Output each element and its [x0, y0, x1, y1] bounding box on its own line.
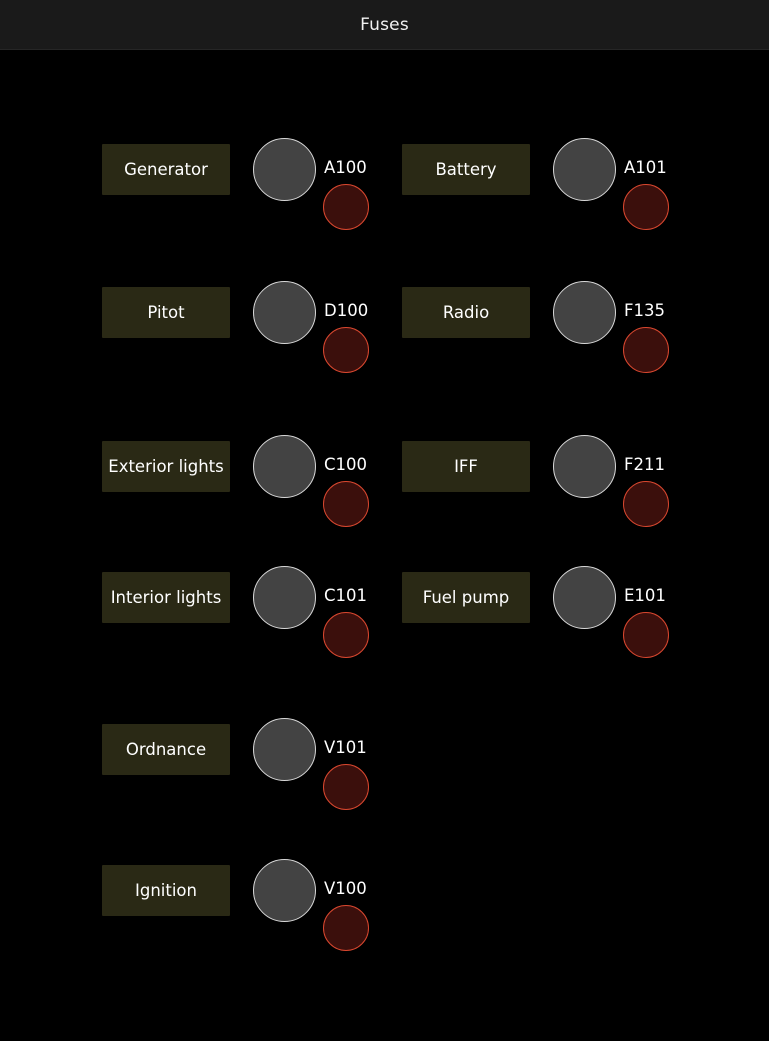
corner-mark [225, 190, 230, 195]
indicator-lamp-icon [323, 481, 369, 527]
corner-mark [102, 144, 107, 149]
corner-mark [525, 190, 530, 195]
indicator-lamp-icon [623, 184, 669, 230]
fuse-label-button[interactable] [102, 865, 230, 916]
corner-mark [102, 572, 107, 577]
fuse-label: Interior lights [110, 588, 222, 607]
corner-mark [402, 572, 407, 577]
corner-mark [102, 724, 107, 729]
fuse-generator [102, 138, 402, 230]
corner-mark [402, 618, 407, 623]
corner-mark [402, 487, 407, 492]
fuse-knob-icon[interactable] [553, 281, 616, 344]
corner-mark [225, 572, 230, 577]
corner-mark [225, 441, 230, 446]
fuse-row [0, 718, 769, 810]
fuse-label-button[interactable] [102, 144, 230, 195]
fuse-knob-icon[interactable] [253, 718, 316, 781]
fuse-knob-icon[interactable] [253, 566, 316, 629]
fuse-label-button[interactable] [402, 144, 530, 195]
fuse-knob-icon[interactable] [553, 138, 616, 201]
fuse-code: C100 [324, 455, 368, 474]
fuse-code: C101 [324, 586, 368, 605]
window-title: Fuses [360, 14, 409, 35]
fuse-knob-icon[interactable] [253, 435, 316, 498]
fuse-knob-icon[interactable] [253, 281, 316, 344]
fuse-row [0, 435, 769, 527]
indicator-lamp-icon [323, 764, 369, 810]
corner-mark [102, 865, 107, 870]
fuse-code: F135 [624, 301, 665, 320]
fuse-knob-icon[interactable] [553, 566, 616, 629]
fuse-knob-icon[interactable] [253, 859, 316, 922]
fuse-pitot [102, 281, 402, 373]
corner-mark [402, 144, 407, 149]
fuse-label: Fuel pump [422, 588, 510, 607]
indicator-lamp-icon [623, 481, 669, 527]
corner-mark [525, 618, 530, 623]
fuse-label: IFF [454, 457, 478, 476]
fuse-knob-icon[interactable] [553, 435, 616, 498]
fuse-label-button[interactable] [402, 441, 530, 492]
fuse-label: Ordnance [125, 740, 207, 759]
corner-mark [525, 333, 530, 338]
corner-mark [402, 441, 407, 446]
corner-mark [225, 724, 230, 729]
corner-mark [225, 333, 230, 338]
fuse-code: F211 [624, 455, 665, 474]
fuse-code: D100 [324, 301, 369, 320]
fuse-label: Pitot [147, 303, 185, 322]
fuse-exterior-lights [102, 435, 402, 527]
indicator-lamp-icon [623, 327, 669, 373]
fuse-row [0, 859, 769, 951]
corner-mark [102, 333, 107, 338]
corner-mark [402, 190, 407, 195]
fuse-row [0, 566, 769, 658]
fuse-radio [402, 281, 702, 373]
indicator-lamp-icon [323, 184, 369, 230]
corner-mark [525, 144, 530, 149]
fuse-label: Radio [442, 303, 490, 322]
fuse-label: Battery [435, 160, 497, 179]
fuse-battery [402, 138, 702, 230]
fuse-code: A100 [324, 158, 367, 177]
corner-mark [402, 287, 407, 292]
fuse-ignition [102, 859, 402, 951]
fuse-label-button[interactable] [102, 287, 230, 338]
fuse-code: A101 [624, 158, 667, 177]
fuse-row [0, 138, 769, 230]
corner-mark [102, 911, 107, 916]
fuse-interior-lights [102, 566, 402, 658]
fuse-knob-icon[interactable] [253, 138, 316, 201]
fuse-row [0, 281, 769, 373]
fuse-label-button[interactable] [102, 572, 230, 623]
corner-mark [102, 190, 107, 195]
fuse-code: E101 [624, 586, 666, 605]
fuse-label: Ignition [135, 881, 197, 900]
corner-mark [525, 287, 530, 292]
indicator-lamp-icon [323, 612, 369, 658]
corner-mark [102, 770, 107, 775]
fuse-code: V101 [324, 738, 367, 757]
corner-mark [402, 333, 407, 338]
fuse-label-button[interactable] [402, 572, 530, 623]
fuse-label-button[interactable] [402, 287, 530, 338]
fuse-fuel-pump [402, 566, 702, 658]
indicator-lamp-icon [323, 327, 369, 373]
fuse-label-button[interactable] [102, 441, 230, 492]
fuse-ordnance [102, 718, 402, 810]
corner-mark [225, 911, 230, 916]
corner-mark [525, 572, 530, 577]
corner-mark [102, 487, 107, 492]
indicator-lamp-icon [623, 612, 669, 658]
corner-mark [225, 487, 230, 492]
corner-mark [525, 441, 530, 446]
fuse-label: Generator [124, 160, 208, 179]
corner-mark [225, 865, 230, 870]
corner-mark [225, 144, 230, 149]
indicator-lamp-icon [323, 905, 369, 951]
title-bar [0, 0, 769, 50]
corner-mark [102, 441, 107, 446]
corner-mark [225, 618, 230, 623]
corner-mark [225, 287, 230, 292]
fuse-label: Exterior lights [108, 457, 224, 476]
corner-mark [225, 770, 230, 775]
corner-mark [102, 287, 107, 292]
fuse-label-button[interactable] [102, 724, 230, 775]
corner-mark [525, 487, 530, 492]
fuse-code: V100 [324, 879, 367, 898]
corner-mark [102, 618, 107, 623]
fuse-iff [402, 435, 702, 527]
